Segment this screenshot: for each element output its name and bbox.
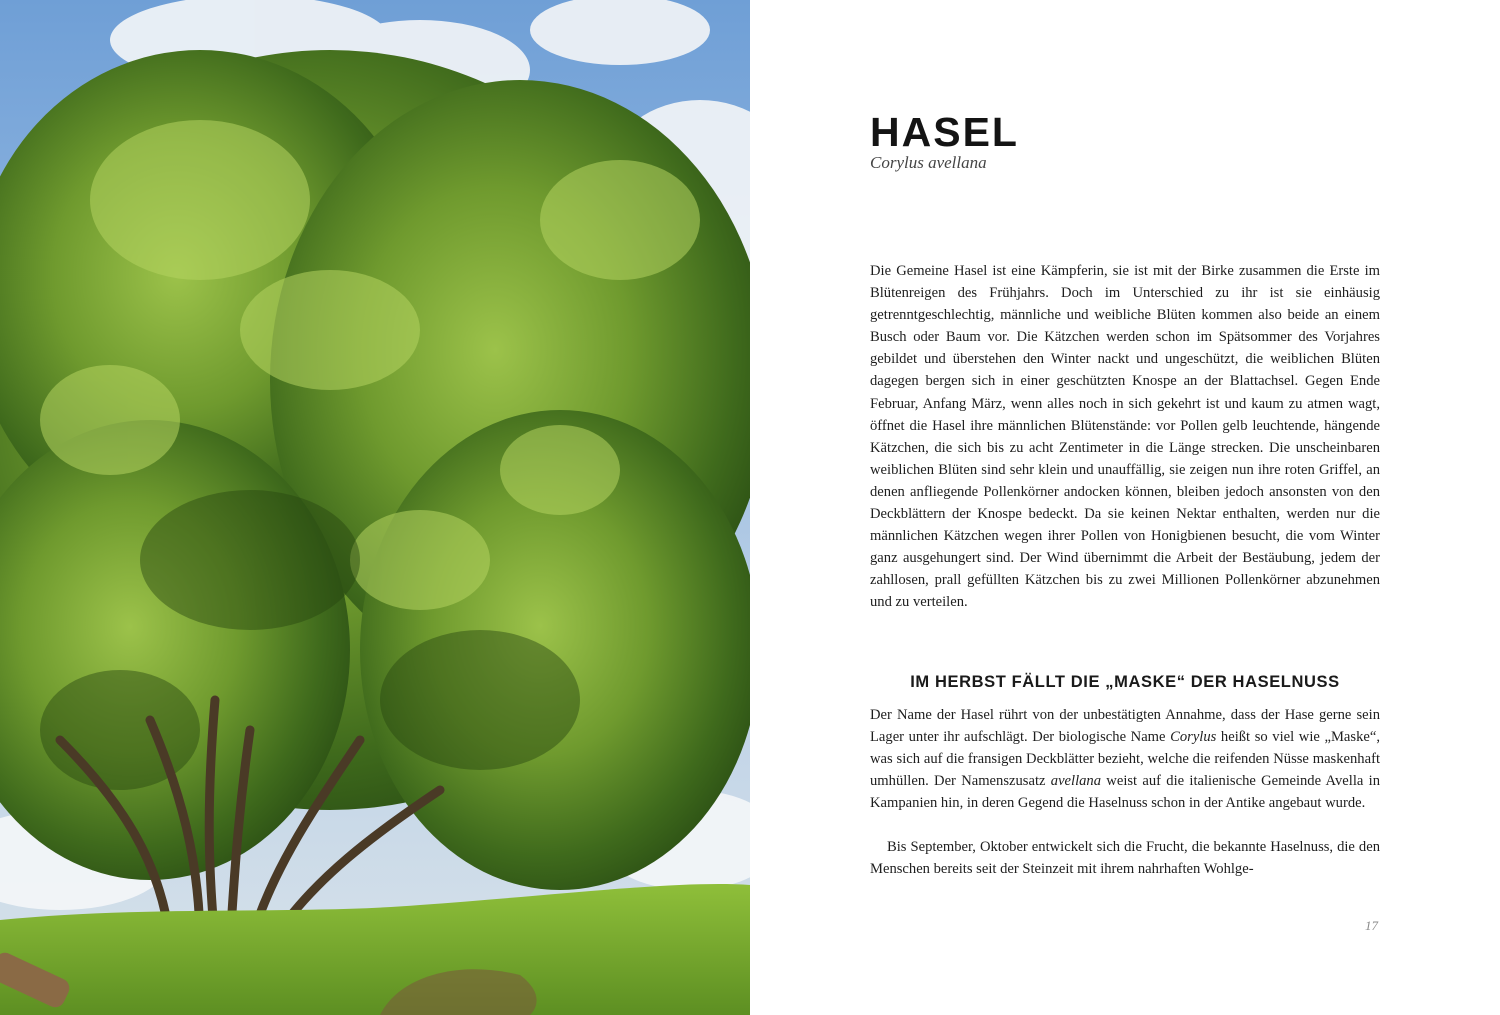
section-subheading: IM HERBST FÄLLT DIE „MASKE“ DER HASELNUSS <box>910 673 1340 691</box>
paragraph-name-origin-text-3: weist auf die italienische Gemeinde Avella in Kampanien hin, in deren Gegend die Haselnuss schon in der Antike angebaut wurde. <box>870 773 1380 812</box>
paragraph-name-origin <box>870 704 1380 814</box>
page-number: 17 <box>1365 918 1378 933</box>
page-title: HASEL <box>870 109 1019 155</box>
paragraph-name-origin-text-2: heißt so viel wie „Maske“, was sich auf die fransigen Deckblätter bezieht, welche die reifenden Nüsse maskenhaft umhüllen. Der Namenszusatz <box>870 729 1380 790</box>
text-page <box>750 0 1500 1015</box>
term-corylus: Corylus <box>1170 729 1217 746</box>
paragraph-intro: Die Gemeine Hasel ist eine Kämpferin, sie ist mit der Birke zusammen die Erste im Blütenreigen des Frühjahrs. Doch im Unterschied zu ihr ist sie einhäusig getrenntgeschlechtig, männliche und weibliche Blüten kommen also beide an einem Busch oder Baum vor. Die Kätzchen werden schon im Spätsommer des Vorjahres gebildet und überstehen den Winter nackt und ungeschützt, die weiblichen Blüten dagegen bergen sich in einer geschützten Knospe an der Blattachsel. Gegen Ende Februar, Anfang März, wenn alles noch in sich gekehrt ist und kaum zu atmen wagt, öffnet die Hasel ihre männlichen Blütenstände: vor Pollen gelb leuchtende, hängende Kätzchen, die sich bis zu acht Zentimeter in die Länge strecken. Die unscheinbaren weiblichen Blüten sind sehr klein und unauffällig, sie zeigen nun ihre roten Griffel, an denen anfliegende Pollenkörner andocken können, bleiben jedoch ansonsten von den Deckblättern der Knospe bedeckt. Da sie keinen Nektar enthalten, werden nur die männlichen Kätzchen wegen ihrer Pollen von Honigbienen besucht, die vom Winter ganz ausgehungert sind. Der Wind übernimmt die Arbeit der Bestäubung, jedem der zahllosen, prall gefüllten Kätzchen bis zu zwei Millionen Pollenkörner abzunehmen und zu verteilen. <box>870 263 1380 611</box>
paragraph-fruit: Bis September, Oktober entwickelt sich die Frucht, die bekannte Haselnuss, die den Menschen bereits seit der Steinzeit mit ihrem nahrhaften Wohlge- <box>870 839 1380 878</box>
term-avellana: avellana <box>1050 773 1102 790</box>
latin-name: Corylus avellana <box>870 153 987 172</box>
paragraph-name-origin-text-1: Der Name der Hasel rührt von der unbestätigten Annahme, dass der Hase gerne sein Lager unter ihr aufschlägt. Der biologische Name <box>870 707 1380 746</box>
